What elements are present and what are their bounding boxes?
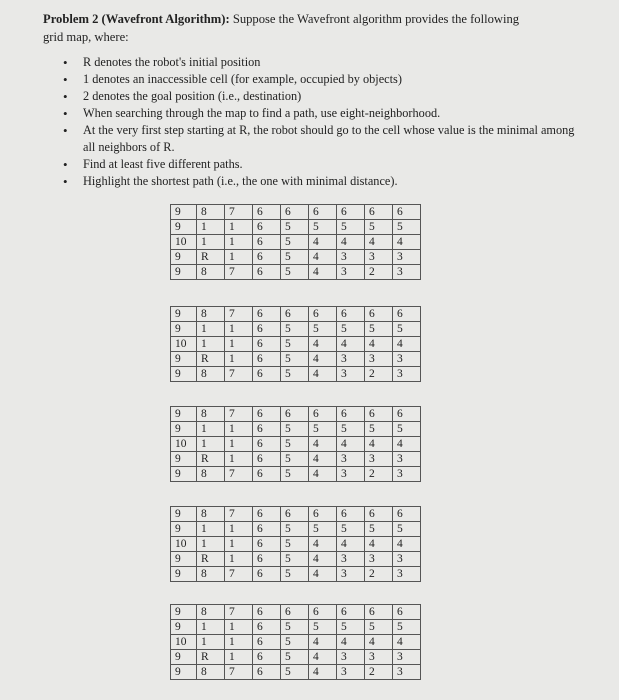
grid-cell: 5 — [281, 322, 309, 337]
grid-cell: 3 — [337, 265, 365, 280]
grid-row — [171, 552, 421, 567]
grid-cell: 4 — [309, 567, 337, 582]
grid-cell: 9 — [171, 452, 197, 467]
grid-cell: 4 — [337, 337, 365, 352]
grid-map-4 — [170, 506, 421, 582]
grid-row — [171, 307, 421, 322]
grid-cell: 4 — [309, 650, 337, 665]
grid-cell: 9 — [171, 205, 197, 220]
grid-cell: 6 — [281, 205, 309, 220]
grid-cell: 8 — [197, 567, 225, 582]
grid-cell: 4 — [309, 265, 337, 280]
grid-cell: 10 — [171, 537, 197, 552]
grid-cell: 4 — [393, 235, 421, 250]
grid-row — [171, 452, 421, 467]
grid-cell: R — [197, 250, 225, 265]
grid-cell: 6 — [337, 507, 365, 522]
grid-cell: 5 — [365, 220, 393, 235]
problem-intro-line1: Suppose the Wavefront algorithm provides the following — [232, 12, 520, 26]
grid-cell: 1 — [225, 220, 253, 235]
grid-cell: 5 — [337, 522, 365, 537]
grid-cell: 9 — [171, 422, 197, 437]
grid-cell: 1 — [225, 522, 253, 537]
grid-cell: 1 — [225, 352, 253, 367]
grid-cell: 6 — [253, 437, 281, 452]
grid-cell: 5 — [393, 422, 421, 437]
grid-cell: 6 — [309, 507, 337, 522]
grid-row — [171, 422, 421, 437]
grid-map-3 — [170, 406, 421, 482]
grid-cell: 5 — [281, 552, 309, 567]
grid-cell: 9 — [171, 307, 197, 322]
grid-cell: 6 — [281, 407, 309, 422]
grid-cell: 6 — [393, 407, 421, 422]
grid-cell: 4 — [337, 537, 365, 552]
grid-cell: 6 — [365, 205, 393, 220]
grid-cell: 3 — [337, 452, 365, 467]
grid-cell: 5 — [337, 620, 365, 635]
grid-cell: 9 — [171, 367, 197, 382]
grid-cell: 5 — [393, 620, 421, 635]
grid-row — [171, 522, 421, 537]
grid-row — [171, 220, 421, 235]
grid-cell: 9 — [171, 322, 197, 337]
grid-cell: 9 — [171, 522, 197, 537]
grid-cell: 1 — [225, 322, 253, 337]
grid-cell: 3 — [393, 352, 421, 367]
grid-cell: 6 — [253, 407, 281, 422]
bullet-list — [63, 54, 583, 190]
grid-cell: 1 — [225, 537, 253, 552]
grid-cell: 1 — [197, 322, 225, 337]
grid-cell: 5 — [281, 635, 309, 650]
grid-cell: 6 — [393, 507, 421, 522]
grid-cell: 5 — [309, 422, 337, 437]
grid-cell: 8 — [197, 205, 225, 220]
grid-cell: 9 — [171, 265, 197, 280]
grid-cell: 5 — [281, 537, 309, 552]
grid-cell: 6 — [253, 307, 281, 322]
grid-cell: 5 — [393, 522, 421, 537]
grid-row — [171, 265, 421, 280]
grid-cell: 6 — [281, 605, 309, 620]
grid-cell: 4 — [309, 235, 337, 250]
grid-cell: 1 — [197, 635, 225, 650]
grid-cell: 1 — [225, 620, 253, 635]
grid-cell: 6 — [253, 235, 281, 250]
grid-cell: 3 — [393, 665, 421, 680]
grid-cell: 6 — [253, 522, 281, 537]
grid-cell: 6 — [253, 250, 281, 265]
grid-cell: 2 — [365, 665, 393, 680]
grid-cell: 5 — [365, 620, 393, 635]
grid-cell: 7 — [225, 507, 253, 522]
grid-cell: 6 — [365, 507, 393, 522]
bullet-item: • R denotes the robot's initial position — [63, 54, 583, 71]
problem-statement — [43, 10, 603, 46]
grid-cell: 6 — [253, 650, 281, 665]
grid-map-1 — [170, 204, 421, 280]
grid-cell: 9 — [171, 567, 197, 582]
bullet-item: • Find at least five different paths. — [63, 156, 583, 173]
problem-heading: Problem 2 (Wavefront Algorithm): — [43, 12, 230, 26]
grid-cell: 5 — [281, 665, 309, 680]
grid-cell: 6 — [309, 307, 337, 322]
grid-cell: 7 — [225, 407, 253, 422]
grid-cell: 10 — [171, 337, 197, 352]
grid-cell: 4 — [309, 635, 337, 650]
grid-cell: 9 — [171, 250, 197, 265]
bullet-item: • 1 denotes an inaccessible cell (for example, occupied by objects) — [63, 71, 583, 88]
grid-cell: 1 — [225, 552, 253, 567]
grid-row — [171, 537, 421, 552]
grid-cell: 8 — [197, 507, 225, 522]
grid-cell: 8 — [197, 367, 225, 382]
grid-cell: 4 — [393, 337, 421, 352]
grid-cell: 4 — [309, 467, 337, 482]
grid-cell: 3 — [393, 650, 421, 665]
grid-cell: 5 — [393, 220, 421, 235]
grid-cell: 8 — [197, 265, 225, 280]
grid-cell: 1 — [225, 422, 253, 437]
grid-cell: 1 — [197, 422, 225, 437]
grid-row — [171, 650, 421, 665]
grid-row — [171, 567, 421, 582]
grid-cell: 3 — [393, 265, 421, 280]
grid-cell: 3 — [337, 665, 365, 680]
grid-cell: 6 — [309, 605, 337, 620]
grid-cell: 3 — [393, 250, 421, 265]
grid-row — [171, 605, 421, 620]
grid-row — [171, 620, 421, 635]
grid-cell: 3 — [393, 367, 421, 382]
grid-cell: 4 — [309, 352, 337, 367]
grid-row — [171, 322, 421, 337]
grid-cell: 8 — [197, 407, 225, 422]
grid-cell: 5 — [281, 422, 309, 437]
grid-cell: 3 — [365, 250, 393, 265]
grid-map-2 — [170, 306, 421, 382]
grid-cell: 5 — [337, 322, 365, 337]
grid-cell: 3 — [337, 367, 365, 382]
grid-row — [171, 250, 421, 265]
grid-cell: 1 — [197, 537, 225, 552]
grid-cell: 1 — [225, 337, 253, 352]
grid-cell: 6 — [337, 605, 365, 620]
grid-cell: 9 — [171, 650, 197, 665]
grid-cell: 3 — [365, 352, 393, 367]
grid-cell: 6 — [253, 665, 281, 680]
grid-cell: R — [197, 452, 225, 467]
grid-cell: 3 — [393, 552, 421, 567]
grid-cell: 5 — [309, 322, 337, 337]
grid-cell: 3 — [337, 650, 365, 665]
grid-cell: 1 — [197, 220, 225, 235]
grid-cell: 4 — [393, 437, 421, 452]
grid-cell: 9 — [171, 467, 197, 482]
grid-cell: 6 — [309, 407, 337, 422]
grid-row — [171, 635, 421, 650]
grid-cell: 5 — [393, 322, 421, 337]
grid-cell: 7 — [225, 265, 253, 280]
grid-cell: 7 — [225, 205, 253, 220]
grid-cell: 3 — [337, 250, 365, 265]
grid-cell: 7 — [225, 665, 253, 680]
grid-cell: 9 — [171, 220, 197, 235]
grid-cell: 9 — [171, 552, 197, 567]
bullet-item: • At the very first step starting at R, the robot should go to the cell whose value is the minimal among all neighbors of R. — [63, 122, 583, 156]
grid-cell: 6 — [253, 620, 281, 635]
grid-cell: 4 — [309, 537, 337, 552]
grid-cell: 5 — [281, 265, 309, 280]
grid-cell: 4 — [309, 552, 337, 567]
grid-cell: 5 — [337, 220, 365, 235]
grid-cell: 3 — [393, 467, 421, 482]
grid-cell: 9 — [171, 620, 197, 635]
grid-cell: 4 — [365, 635, 393, 650]
grid-cell: 6 — [253, 367, 281, 382]
grid-cell: 7 — [225, 367, 253, 382]
grid-row — [171, 507, 421, 522]
grid-cell: 3 — [393, 452, 421, 467]
grid-cell: 5 — [309, 620, 337, 635]
grid-cell: 5 — [365, 422, 393, 437]
problem-intro-line2: grid map, where: — [43, 30, 129, 44]
grid-cell: 3 — [337, 567, 365, 582]
grid-cell: 6 — [253, 422, 281, 437]
grid-cell: 8 — [197, 307, 225, 322]
grid-cell: 5 — [365, 522, 393, 537]
grid-cell: 5 — [281, 567, 309, 582]
grid-cell: 9 — [171, 507, 197, 522]
grid-cell: 1 — [225, 250, 253, 265]
grid-cell: 5 — [281, 452, 309, 467]
grid-cell: 7 — [225, 307, 253, 322]
grid-cell: 2 — [365, 467, 393, 482]
grid-map-5 — [170, 604, 421, 680]
grid-cell: 1 — [197, 522, 225, 537]
grid-cell: 2 — [365, 265, 393, 280]
grid-cell: 4 — [337, 635, 365, 650]
grid-cell: 5 — [337, 422, 365, 437]
grid-cell: 1 — [197, 337, 225, 352]
grid-cell: 6 — [393, 605, 421, 620]
grid-cell: 5 — [281, 650, 309, 665]
grid-cell: 1 — [197, 437, 225, 452]
grid-cell: 5 — [281, 620, 309, 635]
grid-cell: 6 — [309, 205, 337, 220]
grid-cell: 1 — [225, 437, 253, 452]
grid-cell: 5 — [281, 220, 309, 235]
grid-cell: 1 — [225, 650, 253, 665]
grid-cell: 5 — [281, 352, 309, 367]
grid-cell: 6 — [337, 307, 365, 322]
grid-row — [171, 665, 421, 680]
grid-cell: 6 — [253, 220, 281, 235]
grid-cell: 6 — [281, 307, 309, 322]
grid-cell: 9 — [171, 665, 197, 680]
grid-cell: 6 — [365, 307, 393, 322]
grid-cell: 6 — [337, 205, 365, 220]
grid-cell: 6 — [253, 322, 281, 337]
grid-cell: 6 — [253, 337, 281, 352]
grid-cell: 9 — [171, 407, 197, 422]
grid-cell: 10 — [171, 635, 197, 650]
grid-cell: 4 — [309, 367, 337, 382]
grid-cell: 6 — [253, 467, 281, 482]
grid-cell: 1 — [197, 235, 225, 250]
grid-cell: 6 — [253, 205, 281, 220]
grid-cell: 6 — [253, 605, 281, 620]
grid-cell: 6 — [337, 407, 365, 422]
grid-cell: 5 — [365, 322, 393, 337]
grid-cell: 4 — [309, 437, 337, 452]
grid-cell: R — [197, 352, 225, 367]
grid-cell: 8 — [197, 605, 225, 620]
grid-cell: 3 — [393, 567, 421, 582]
grid-cell: 6 — [253, 552, 281, 567]
grid-cell: 3 — [365, 452, 393, 467]
grid-cell: 6 — [253, 507, 281, 522]
grid-cell: 4 — [365, 235, 393, 250]
grid-cell: 2 — [365, 567, 393, 582]
grid-cell: 4 — [365, 537, 393, 552]
grid-cell: 6 — [365, 605, 393, 620]
grid-row — [171, 437, 421, 452]
bullet-item: • Highlight the shortest path (i.e., the one with minimal distance). — [63, 173, 583, 190]
grid-cell: 5 — [309, 220, 337, 235]
grid-cell: 9 — [171, 352, 197, 367]
grid-cell: 5 — [281, 467, 309, 482]
grid-cell: 4 — [309, 337, 337, 352]
grid-cell: 3 — [337, 352, 365, 367]
grid-row — [171, 467, 421, 482]
grid-cell: 3 — [337, 552, 365, 567]
grid-cell: 10 — [171, 437, 197, 452]
grid-cell: 5 — [281, 235, 309, 250]
grid-cell: 6 — [393, 307, 421, 322]
grid-cell: 6 — [253, 352, 281, 367]
grid-cell: 3 — [365, 552, 393, 567]
grid-cell: 6 — [281, 507, 309, 522]
grid-cell: 4 — [393, 635, 421, 650]
grid-cell: 5 — [281, 337, 309, 352]
grid-cell: 4 — [309, 665, 337, 680]
grid-cell: 2 — [365, 367, 393, 382]
bullet-item: • When searching through the map to find a path, use eight-neighborhood. — [63, 105, 583, 122]
grid-cell: 4 — [337, 235, 365, 250]
grid-cell: 7 — [225, 567, 253, 582]
grid-cell: 10 — [171, 235, 197, 250]
grid-cell: R — [197, 650, 225, 665]
grid-row — [171, 367, 421, 382]
grid-cell: 6 — [253, 265, 281, 280]
grid-cell: 5 — [281, 250, 309, 265]
grid-cell: 1 — [225, 235, 253, 250]
grid-cell: R — [197, 552, 225, 567]
grid-cell: 3 — [337, 467, 365, 482]
grid-cell: 6 — [253, 635, 281, 650]
grid-cell: 8 — [197, 665, 225, 680]
grid-cell: 7 — [225, 467, 253, 482]
grid-cell: 6 — [253, 567, 281, 582]
grid-row — [171, 337, 421, 352]
grid-cell: 4 — [365, 337, 393, 352]
grid-cell: 7 — [225, 605, 253, 620]
grid-row — [171, 235, 421, 250]
grid-cell: 4 — [393, 537, 421, 552]
grid-cell: 5 — [309, 522, 337, 537]
grid-cell: 8 — [197, 467, 225, 482]
grid-row — [171, 205, 421, 220]
grid-cell: 5 — [281, 367, 309, 382]
grid-cell: 3 — [365, 650, 393, 665]
grid-cell: 4 — [337, 437, 365, 452]
grid-cell: 6 — [253, 537, 281, 552]
grid-cell: 6 — [365, 407, 393, 422]
grid-cell: 5 — [281, 437, 309, 452]
grid-cell: 4 — [309, 250, 337, 265]
bullet-item: • 2 denotes the goal position (i.e., destination) — [63, 88, 583, 105]
grid-cell: 5 — [281, 522, 309, 537]
grid-cell: 6 — [393, 205, 421, 220]
grid-cell: 9 — [171, 605, 197, 620]
grid-cell: 1 — [197, 620, 225, 635]
grid-row — [171, 407, 421, 422]
grid-cell: 6 — [253, 452, 281, 467]
grid-row — [171, 352, 421, 367]
grid-cell: 4 — [309, 452, 337, 467]
grid-cell: 1 — [225, 635, 253, 650]
grid-cell: 1 — [225, 452, 253, 467]
grid-cell: 4 — [365, 437, 393, 452]
